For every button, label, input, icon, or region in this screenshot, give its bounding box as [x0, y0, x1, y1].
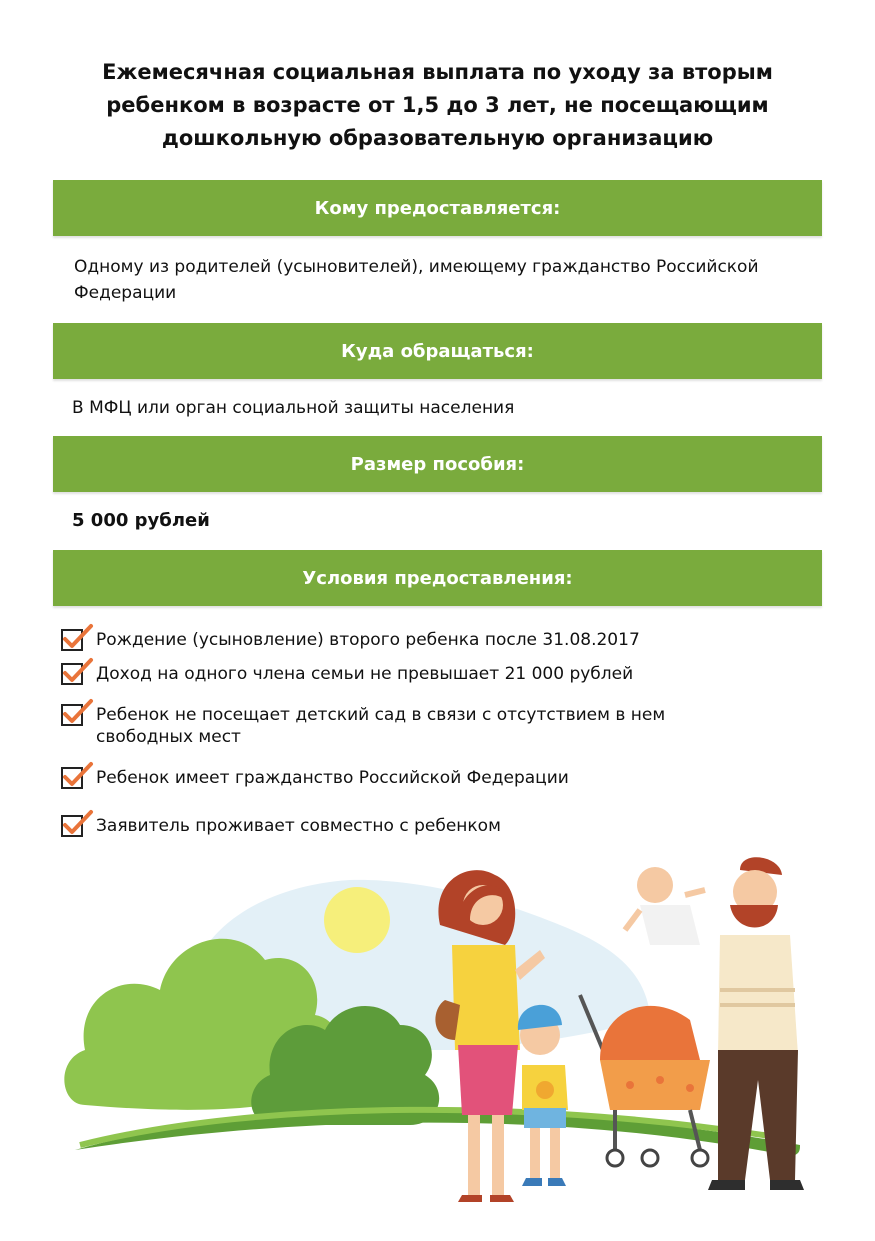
checkbox-checked-icon — [60, 761, 94, 793]
where-text: В МФЦ или орган социальной защиты населения — [72, 398, 515, 418]
section-header-where: Куда обращаться: — [53, 323, 822, 379]
condition-item — [60, 767, 800, 789]
checkbox-checked-icon — [60, 657, 94, 689]
page-title: Ежемесячная социальная выплата по уходу за вторым ребенком в возрасте от 1,5 до 3 лет, не посещающим дошкольную образовательную организацию — [102, 60, 773, 150]
amount-value: 5 000 рублей — [72, 510, 210, 531]
section-header-amount: Размер пособия: — [53, 436, 822, 492]
who-text: Одному из родителей (усыновителей), имеющему гражданство Российской Федерации — [74, 257, 759, 303]
condition-item — [60, 815, 800, 837]
condition-label: Рождение (усыновление) второго ребенка после 31.08.2017 — [96, 630, 640, 650]
checkbox-checked-icon — [60, 698, 94, 730]
checkbox-checked-icon — [60, 809, 94, 841]
condition-item — [60, 629, 800, 651]
checkbox-checked-icon — [60, 623, 94, 655]
section-header-who: Кому предоставляется: — [53, 180, 822, 236]
condition-label: Ребенок имеет гражданство Российской Федерации — [96, 768, 569, 788]
condition-item — [60, 704, 800, 748]
family-illustration — [0, 850, 875, 1241]
section-header-conditions: Условия предоставления: — [53, 550, 822, 606]
sun-icon — [324, 887, 390, 953]
condition-label: Ребенок не посещает детский сад в связи с отсутствием в нем свободных мест — [96, 705, 666, 747]
condition-label: Доход на одного члена семьи не превышает 21 000 рублей — [96, 664, 634, 684]
condition-label: Заявитель проживает совместно с ребенком — [96, 816, 501, 836]
condition-item — [60, 663, 800, 685]
